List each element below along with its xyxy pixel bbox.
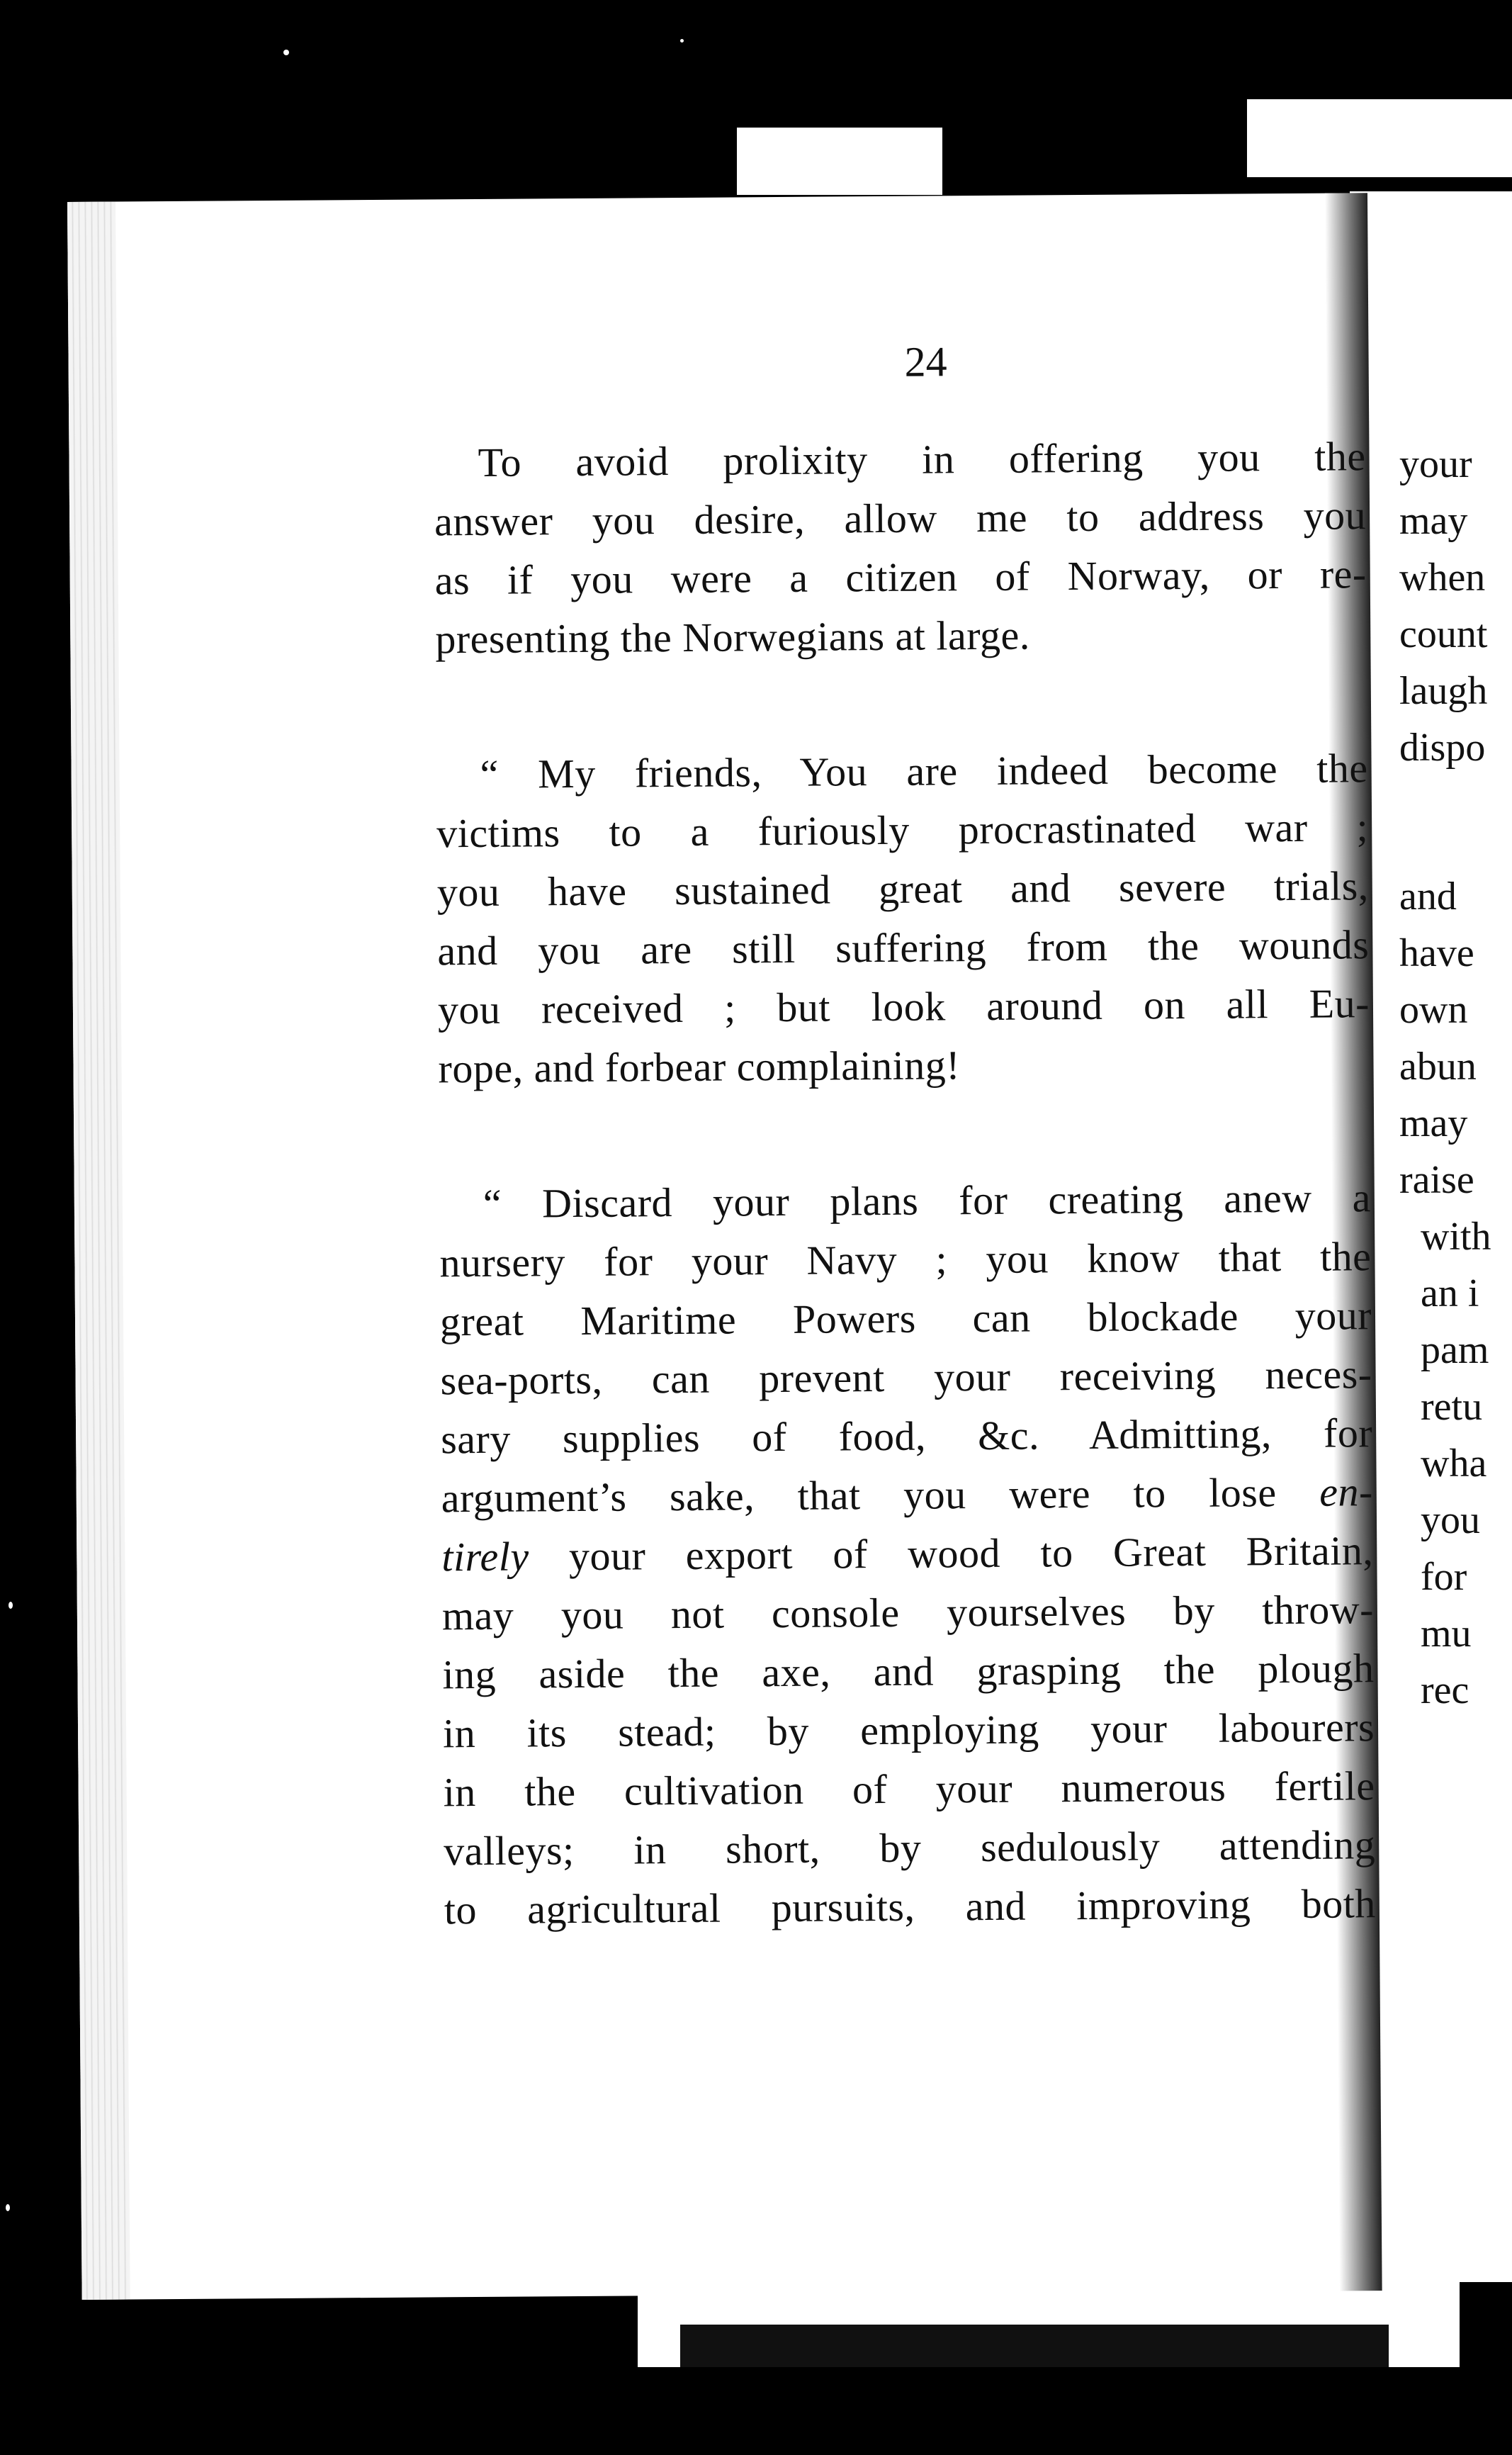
text-line: To avoid prolixity in offering you the <box>478 433 1366 485</box>
scan-speck <box>680 39 684 43</box>
text-line: to agricultural pursuits, and improving both <box>444 1880 1377 1933</box>
text-line: answer you desire, allow me to address you <box>434 492 1367 545</box>
right-line: may <box>1399 499 1468 543</box>
text-line: as if you were a citizen of Norway, or re- <box>434 551 1367 604</box>
text-line: in the cultivation of your numerous fertile <box>443 1763 1375 1816</box>
text-line: great Maritime Powers can blockade your <box>439 1292 1372 1345</box>
text-line: presenting the Norwegians at large. <box>435 612 1030 663</box>
right-line: mu <box>1421 1612 1472 1656</box>
scan-speck <box>9 1602 13 1609</box>
page-edge <box>67 202 130 2300</box>
page-number: 24 <box>904 338 947 386</box>
paragraph <box>436 738 1370 1098</box>
right-line: have <box>1399 931 1474 975</box>
text-line: victims to a furiously procrastinated war ; <box>436 804 1369 857</box>
right-line: pam <box>1421 1328 1489 1372</box>
text-line: sary supplies of food, &c. Admitting, for <box>440 1410 1373 1463</box>
right-line: laugh <box>1399 669 1488 713</box>
left-page <box>67 193 1377 2299</box>
right-line: count <box>1399 612 1488 656</box>
text-line: you have sustained great and severe trials, <box>436 863 1370 916</box>
right-line: for <box>1421 1555 1467 1599</box>
paragraph <box>439 1168 1377 1939</box>
scan-background-strip <box>737 128 942 195</box>
right-line: you <box>1421 1498 1480 1542</box>
text-line: you received ; but look around on all Eu- <box>437 980 1370 1033</box>
text-line: in its stead; by employing your labourers <box>442 1704 1375 1757</box>
body-text <box>434 427 1377 2016</box>
right-line: and <box>1399 875 1457 918</box>
text-line: “ Discard your plans for creating anew a <box>483 1174 1372 1227</box>
text-line: “ My friends, You are indeed become the <box>480 745 1368 797</box>
right-line: dispo <box>1399 726 1486 770</box>
text-line: sea-ports, can prevent your receiving neces- <box>440 1351 1372 1404</box>
right-line: your <box>1399 442 1472 486</box>
text-line: rope, and forbear complaining! <box>438 1042 961 1092</box>
right-line: wha <box>1421 1442 1487 1485</box>
text-line: may you not console yourselves by throw- <box>441 1586 1375 1639</box>
right-line: with <box>1421 1215 1491 1259</box>
right-line: an i <box>1421 1271 1479 1315</box>
scan-background-strip <box>1247 99 1512 177</box>
right-line: raise <box>1399 1158 1474 1202</box>
scan-speck <box>283 50 289 55</box>
text-line: argument’s sake, that you were to lose en- <box>441 1468 1373 1522</box>
right-line: may <box>1399 1101 1468 1145</box>
right-line: retu <box>1421 1385 1483 1429</box>
text-line: nursery for your Navy ; you know that the <box>439 1233 1372 1286</box>
text-line: valleys; in short, by sedulously attending <box>444 1821 1376 1875</box>
text-line: ing aside the axe, and grasping the plough <box>442 1645 1375 1698</box>
right-line: own <box>1399 988 1468 1032</box>
scan-background-shadow <box>680 2325 1389 2367</box>
right-line: abun <box>1399 1045 1477 1089</box>
paragraph <box>434 427 1367 668</box>
right-page-text <box>1399 436 1491 1719</box>
right-line: when <box>1399 556 1486 600</box>
text-line: and you are still suffering from the wounds <box>437 921 1370 974</box>
scan-speck <box>6 2204 10 2211</box>
right-line: rec <box>1421 1668 1469 1712</box>
text-line: tirely your export of wood to Great Britain, <box>441 1527 1374 1580</box>
